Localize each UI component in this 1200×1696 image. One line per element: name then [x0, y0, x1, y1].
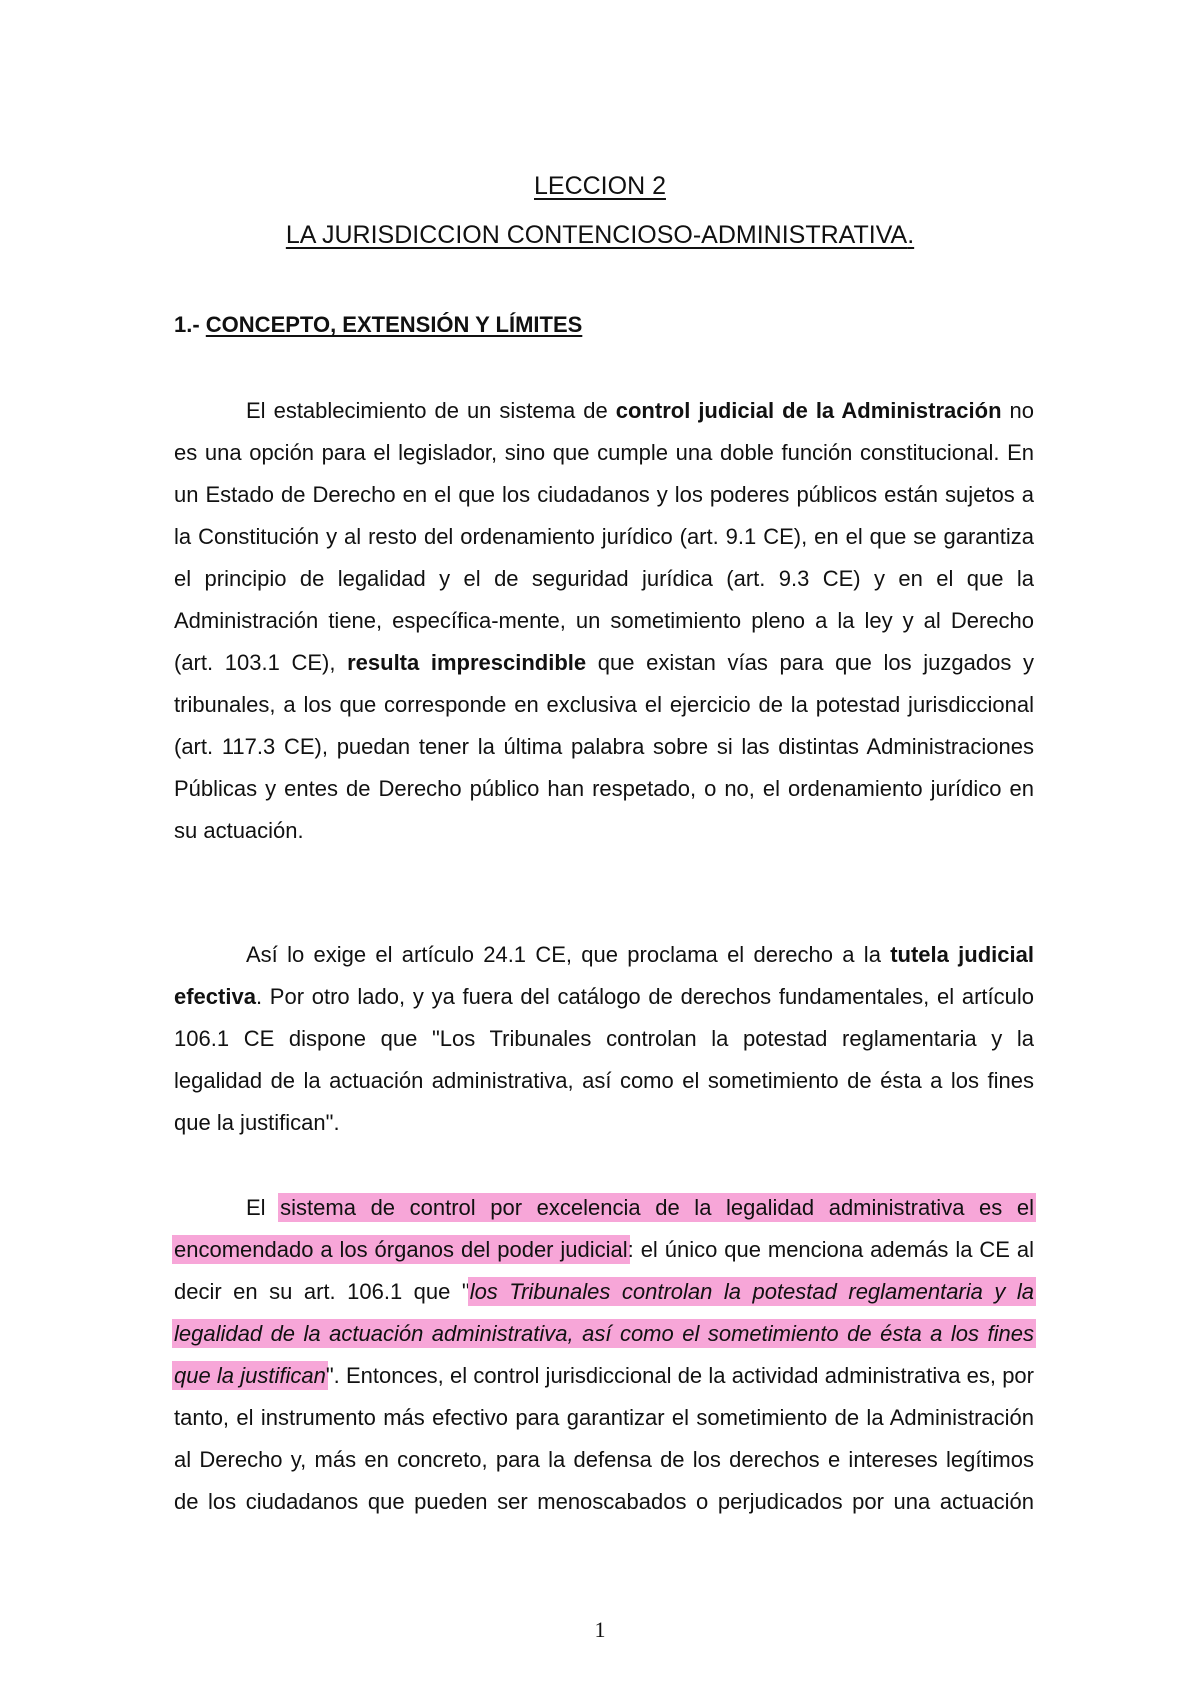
section-heading [174, 312, 582, 338]
p2-bold-1: tutela judicial efectiva [174, 942, 1034, 1009]
section-title: CONCEPTO, EXTENSIÓN Y LÍMITES [205, 312, 583, 337]
page-number: 1 [594, 1617, 606, 1642]
p1-text-1: El establecimiento de un sistema de [246, 398, 616, 423]
p3-text-2: : el único que menciona además la CE al decir en su art. 106.1 que " [174, 1237, 1034, 1304]
p3-highlight-quote: los Tribunales controlan la potestad reglamentaria y la legalidad de la actuación administrativa, así como el sometimiento de ésta a los fines que la justifican [174, 1279, 1034, 1388]
p3-highlight-1: sistema de control por excelencia de la legalidad administrativa es el encomendado a los órganos del poder judicial [174, 1195, 1034, 1262]
lesson-subtitle-period: . [907, 221, 915, 249]
paragraph-2 [174, 934, 1034, 1144]
p3-text-3: ". Entonces, el control jurisdiccional de la actividad administrativa es, por tanto, el instrumento más efectivo para garantizar el sometimiento de la Administración al Derecho y, más en concreto, para la defensa de los derechos e intereses legítimos de los ciudadanos que pueden ser menoscabados o perjudicados por una actuación [174, 1363, 1034, 1514]
lesson-subtitle [0, 221, 1200, 250]
paragraph-1 [174, 390, 1034, 852]
p1-text-2: no es una opción para el legislador, sino que cumple una doble función constitucional. En un Estado de Derecho en el que los ciudadanos y los poderes públicos están sujetos a la Constitución y al resto del ordenamiento jurídico (art. 9.1 CE), en el que se garantiza el principio de legalidad y el de seguridad jurídica (art. 9.3 CE) y en el que la Administración tiene, específica-mente, un sometimiento pleno a la ley y al Derecho (art. 103.1 CE), [174, 398, 1035, 675]
paragraph-3 [174, 1187, 1034, 1523]
p1-text-3: que existan vías para que los juzgados y tribunales, a los que corresponde en exclusiva el ejercicio de la potestad jurisdiccional (art. 117.3 CE), puedan tener la última palabra sobre si las distintas Administraciones Públicas y entes de Derecho público han respetado, o no, el ordenamiento jurídico en su actuación. [174, 650, 1034, 843]
p1-bold-1: control judicial de la Administración [615, 398, 1002, 423]
p1-bold-2: resulta imprescindible [347, 650, 587, 675]
lesson-title: LECCION 2 [534, 172, 666, 200]
lesson-subtitle-text: LA JURISDICCION CONTENCIOSO-ADMINISTRATIVA [285, 221, 908, 249]
p2-text-1: Así lo exige el artículo 24.1 CE, que proclama el derecho a la [246, 942, 891, 967]
p3-text-1: El [246, 1195, 281, 1220]
p2-text-2: . Por otro lado, y ya fuera del catálogo de derechos fundamentales, el artículo 106.1 CE dispone que "Los Tribunales controlan la potestad reglamentaria y la legalidad de la actuación administrativa, así como el sometimiento de ésta a los fines que la justifican". [174, 984, 1034, 1135]
section-number: 1.- [174, 312, 206, 337]
